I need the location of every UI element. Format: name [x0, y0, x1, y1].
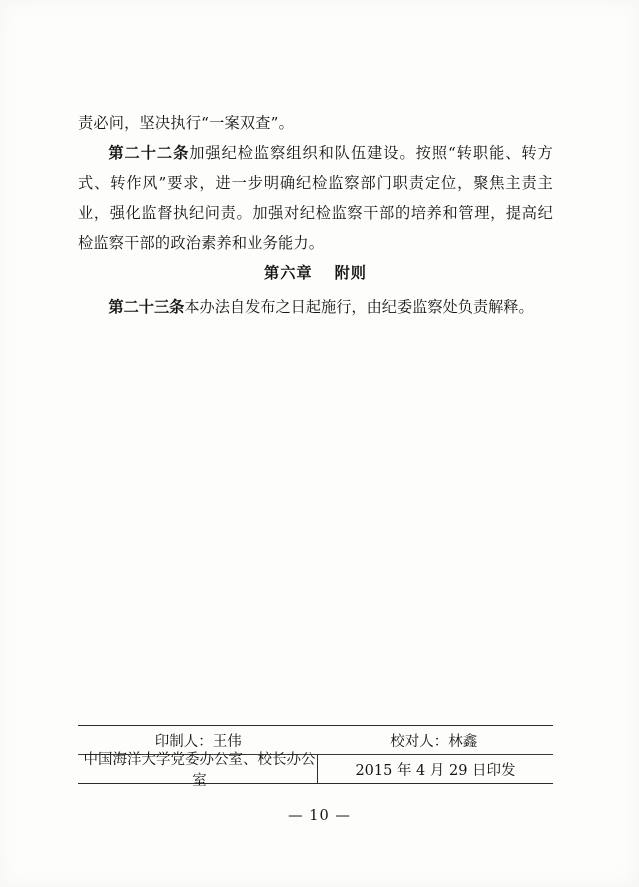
- issue-date-cell: 2015 年 4 月 29 日印发: [355, 762, 516, 779]
- proofreader-name: 鑫: [462, 733, 481, 750]
- footer-row-issuer: [78, 752, 553, 789]
- article-23-label: 第二十三条: [108, 298, 185, 316]
- printer-label: 印制人：王: [154, 733, 228, 750]
- page-number: — 10 —: [288, 808, 351, 824]
- paragraph-continued-text: 责必问，坚决执行“一案双查”。: [78, 114, 294, 132]
- paragraph-article-22: [78, 138, 553, 258]
- proofreader-label: 校对人：林: [390, 733, 463, 750]
- paragraph-article-23: [78, 292, 553, 322]
- document-footer: [78, 725, 553, 789]
- body-text-block: [78, 108, 553, 258]
- paragraph-continued: [78, 108, 553, 138]
- article-22-text: 加强纪检监察组织和队伍建设。按照“转职能、转方式、转作风”要求，进一步明确纪检监察部门职责定位，聚焦主责主业，强化监督执纪问责。加强对纪检监察干部的培养和管理，提高纪检监察干部的政治素养和业务能力。: [78, 144, 553, 252]
- chapter-number: 第六章: [264, 264, 313, 282]
- chapter-heading: [78, 258, 553, 288]
- proofreader-cell: [318, 730, 554, 751]
- article-22-label: 第二十二条: [108, 144, 190, 162]
- chapter-title: 附则: [334, 264, 367, 282]
- issuer-cell: 中国海洋大学党委办公室、校长办公室: [83, 752, 316, 789]
- article-23-text: 本办法自发布之日起施行，由纪委监察处负责解释。: [184, 298, 534, 316]
- printer-name: 伟: [227, 733, 245, 750]
